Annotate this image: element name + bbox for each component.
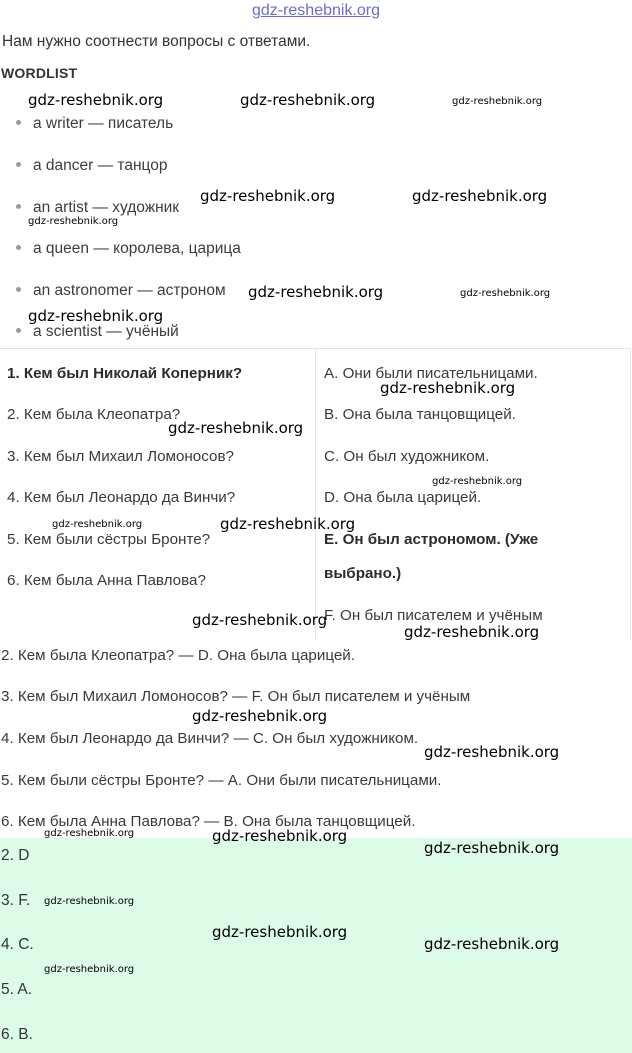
watermark: gdz-reshebnik.org: [452, 96, 543, 107]
option-a: A. Они были писательницами.: [324, 365, 538, 382]
watermark: gdz-reshebnik.org: [424, 743, 560, 761]
watermark: gdz-reshebnik.org: [220, 515, 356, 533]
question-1: 1. Кем был Николай Коперник?: [7, 365, 243, 382]
short-answer: 3. F.: [1, 892, 31, 909]
watermark: gdz-reshebnik.org: [248, 283, 384, 301]
answer-line: 6. Кем была Анна Павлова? — B. Она была танцовщицей.: [1, 813, 416, 830]
watermark: gdz-reshebnik.org: [460, 288, 551, 299]
short-answer: 2. D: [1, 847, 30, 864]
option-c: C. Он был художником.: [324, 448, 490, 465]
bullet-icon: [16, 204, 21, 209]
watermark: gdz-reshebnik.org: [28, 91, 164, 109]
option-d: D. Она была царицей.: [324, 489, 482, 506]
short-answer: 5. A.: [1, 981, 33, 998]
option-b: B. Она была танцовщицей.: [324, 406, 516, 423]
answer-line: 2. Кем была Клеопатра? — D. Она была царицей.: [1, 647, 356, 664]
option-f: F. Он был писателем и учёным: [324, 607, 543, 624]
watermark: gdz-reshebnik.org: [240, 91, 376, 109]
matching-table: [0, 348, 631, 639]
watermark: gdz-reshebnik.org: [412, 187, 548, 205]
watermark: gdz-reshebnik.org: [192, 707, 328, 725]
watermark: gdz-reshebnik.org: [200, 187, 336, 205]
watermark: gdz-reshebnik.org: [380, 379, 516, 397]
watermark: gdz-reshebnik.org: [212, 923, 348, 941]
bullet-icon: [16, 162, 21, 167]
watermark: gdz-reshebnik.org: [44, 828, 135, 839]
question-6: 6. Кем была Анна Павлова?: [7, 572, 206, 589]
option-e-note: выбрано.): [324, 565, 402, 582]
watermark: gdz-reshebnik.org: [424, 839, 560, 857]
question-2: 2. Кем была Клеопатра?: [7, 406, 181, 423]
question-4: 4. Кем был Леонардо да Винчи?: [7, 489, 236, 506]
wordlist-item: a dancer — танцор: [16, 157, 167, 175]
watermark: gdz-reshebnik.org: [404, 623, 540, 641]
wordlist-item: an artist — художник: [16, 199, 179, 217]
watermark: gdz-reshebnik.org: [424, 935, 560, 953]
question-3: 3. Кем был Михаил Ломоносов?: [7, 448, 234, 465]
bullet-icon: [16, 120, 21, 125]
wordlist-item: a writer — писатель: [16, 115, 173, 133]
answer-line: 4. Кем был Леонардо да Винчи? — C. Он был художником.: [1, 730, 419, 747]
bullet-icon: [16, 328, 21, 333]
short-answer: 4. C.: [1, 936, 34, 953]
wordlist-title: WORDLIST: [1, 65, 78, 81]
wordlist-item: a queen — королева, царица: [16, 240, 241, 258]
watermark: gdz-reshebnik.org: [44, 964, 135, 975]
wordlist-item: a scientist — учёный: [16, 323, 179, 341]
watermark: gdz-reshebnik.org: [432, 476, 523, 487]
watermark: gdz-reshebnik.org: [192, 611, 328, 629]
option-e: E. Он был астрономом. (Уже: [324, 531, 539, 548]
table-border: [630, 349, 631, 639]
site-link[interactable]: gdz-reshebnik.org: [251, 2, 381, 19]
watermark: gdz-reshebnik.org: [28, 307, 164, 325]
intro-text: Нам нужно соотнести вопросы с ответами.: [2, 33, 311, 50]
bullet-icon: [16, 287, 21, 292]
watermark: gdz-reshebnik.org: [52, 519, 143, 530]
watermark: gdz-reshebnik.org: [28, 216, 119, 227]
bullet-icon: [16, 245, 21, 250]
answer-line: 3. Кем был Михаил Ломоносов? — F. Он был писателем и учёным: [1, 688, 471, 705]
watermark: gdz-reshebnik.org: [44, 896, 135, 907]
table-divider: [315, 349, 316, 639]
short-answer: 6. B.: [1, 1026, 33, 1043]
answer-line: 5. Кем были сёстры Бронте? — A. Они были писательницами.: [1, 772, 442, 789]
watermark: gdz-reshebnik.org: [212, 827, 348, 845]
wordlist-item: an astronomer — астроном: [16, 282, 226, 300]
question-5: 5. Кем были сёстры Бронте?: [7, 531, 211, 548]
watermark: gdz-reshebnik.org: [168, 419, 304, 437]
